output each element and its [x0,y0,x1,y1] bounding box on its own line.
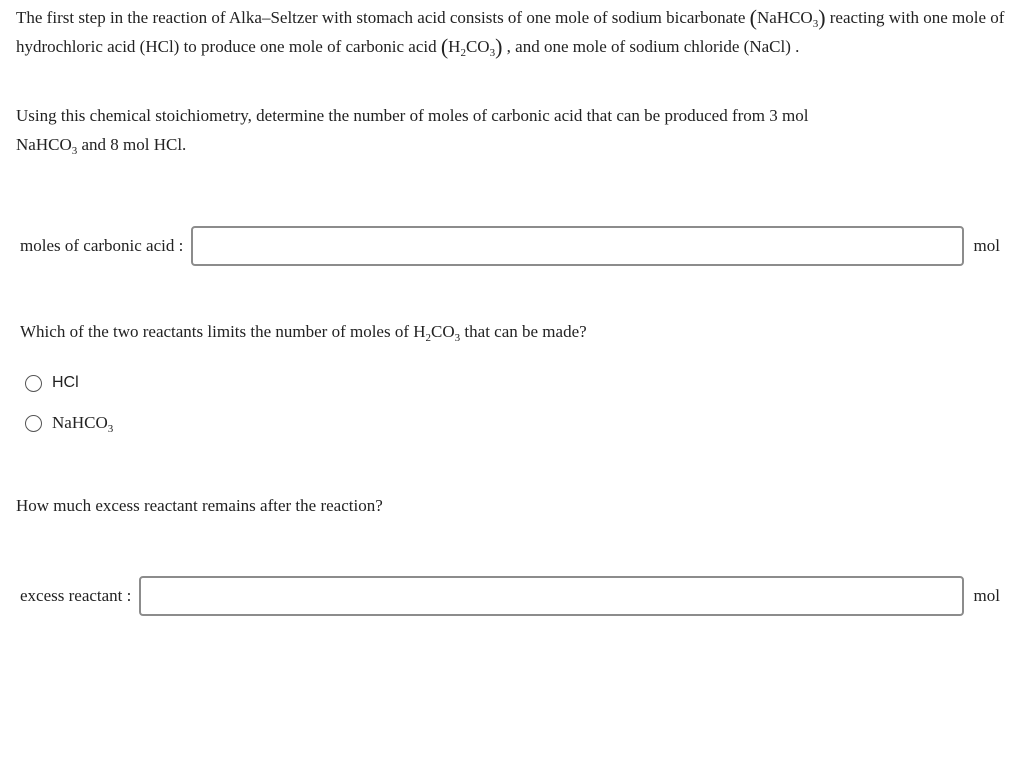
h2co3-subscript-3: 3 [489,47,496,59]
radio-option-nahco3[interactable] [25,413,113,433]
limiting-subscript-2: 2 [425,332,432,344]
question-text-2: and 8 mol HCl. [77,135,187,154]
nahco3-subscript: 3 [812,18,819,30]
radio-option-nahco3-label [52,413,113,433]
intro-text-2: reacting with one mole of hydrochloric acid (HCl) to produce one mole of carbonic acid [16,8,1005,56]
stoichiometry-question [16,101,1006,159]
excess-reactant-question: How much excess reactant remains after the reaction? [16,496,383,515]
excess-reactant-unit: mol [973,586,1000,605]
carbonic-acid-unit: mol [973,236,1000,255]
intro-paragraph: The first step in the reaction of Alka–Seltzer with stomach acid consists of one mole of sodium bicarbonate (NaHCO$_3$) reacting with one mole of hydrochloric acid (HCl) to produce one mole of carbonic acid $(H_2CO_3)$ , and one mole of sodium chloride (NaCl) . [16,5,1005,59]
h2co3-subscript-2: 2 [460,47,466,59]
intro-text-1: The first step in the reaction of Alka–Seltzer with stomach acid consists of one mole of sodium bicarbonate [16,8,750,27]
excess-reactant-answer-row [20,576,1000,616]
limiting-subscript-3: 3 [454,332,461,344]
radio-option-hcl[interactable] [25,374,79,392]
limiting-co: CO [431,322,455,341]
question-formula-subscript: 3 [71,145,78,157]
limiting-question-text-2: that can be made? [460,322,587,341]
nahco3-option-formula: NaHCO [52,413,108,432]
radio-circle-icon[interactable] [25,415,42,432]
limiting-h: H [413,322,426,341]
carbonic-acid-input[interactable] [191,226,963,266]
radio-option-hcl-label: HCl [52,374,79,391]
nahco3-option-subscript: 3 [107,423,114,435]
limiting-question-text-1: Which of the two reactants limits the number of moles of [20,322,414,341]
radio-circle-icon[interactable] [25,375,42,392]
carbonic-acid-label: moles of carbonic acid : [20,236,184,255]
h2co3-co: CO [465,37,490,56]
question-formula: NaHCO [16,135,72,154]
excess-reactant-label: excess reactant : [20,586,132,605]
carbonic-acid-answer-row [20,226,1000,266]
nahco3-formula: NaHCO [756,8,813,27]
h2co3-h: H [448,37,461,56]
question-text-1: Using this chemical stoichiometry, determine the number of moles of carbonic acid that can be produced from 3 mol [16,106,809,125]
excess-reactant-input[interactable] [139,576,963,616]
limiting-reactant-question [20,322,587,342]
intro-text-3: , and one mole of sodium chloride (NaCl) . [502,37,800,56]
